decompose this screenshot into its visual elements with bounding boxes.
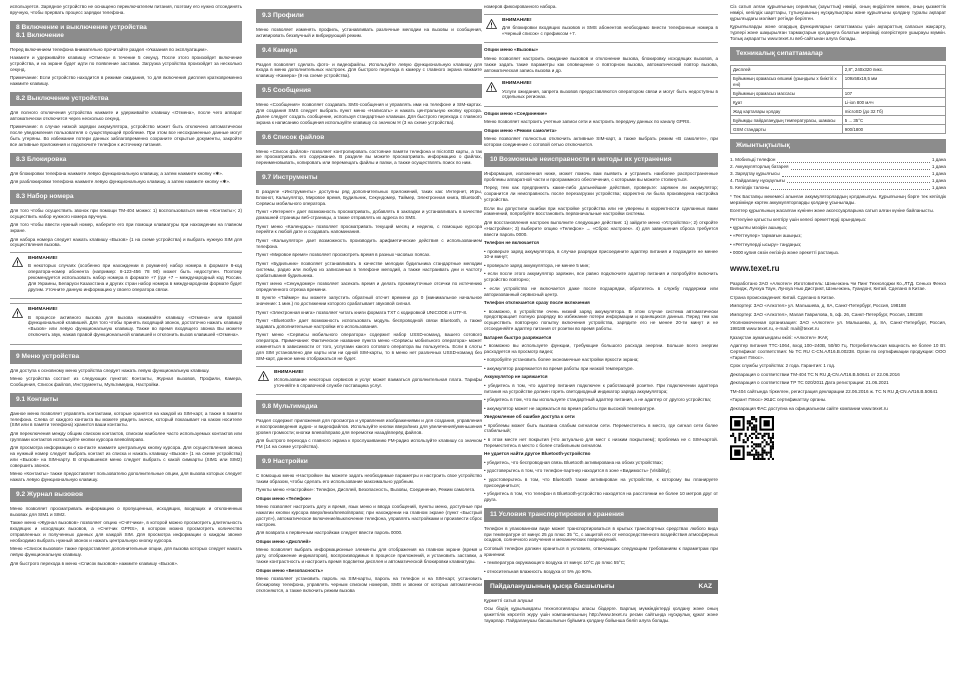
paragraph: Телефон в упакованном виде может транспортироваться в крытых транспортных средствах любого вида при температуре от минус 25 до плюс 35 °С, с защитой его от непосредственного воздействия атмосферных осадков, солнечного излучения и механических повреждений. (484, 525, 718, 543)
subheading: Опции меню «Безопасность» (256, 567, 323, 573)
section-header-9: 9 Меню устройства (10, 350, 242, 364)
qr-code-icon (730, 416, 774, 460)
paragraph: Меню позволяет изменять профиль, устанавливать различные мелодии на вызовы и сообщения, активировать беззвучный и вибрирующий режим. (256, 26, 482, 38)
tech-spec-row (731, 65, 946, 74)
tech-spec-value: microSD (до 32 Гб) (842, 107, 945, 116)
paragraph: Перед включением телефона внимательно прочитайте раздел «Указания по эксплуатации». (10, 46, 208, 52)
bullet: • құрылғы мәзірін ашыңыз; (730, 225, 787, 231)
section-header-10: 10 Возможные неисправности и методы их устранения (484, 153, 718, 167)
warning-text: В некоторых случаях (особенно при нахождении в роуминге) набор номера в формате 8-код оператора-номер абонента (например: 8-123-456 78 90) может быть недоступен. Поэтому рекомендуется использовать набор номера в формате +7 (где +7 – международный код России. Для Украины, Беларуси Казахстана и других стран набор номера в международном формате будет другим. Уточните данную информацию у своего оператора связи. (28, 263, 242, 292)
subheading: Опции меню «Телефон» (256, 495, 312, 501)
tech-specs-table (730, 65, 946, 135)
importer-info: Импортер: ЗАО «Алкотел», Малая Гаврилова, 5, оф. 26, Санкт-Петербург, Россия, 198188 (730, 311, 923, 317)
paragraph: Для быстрого перехода в меню «Список вызовов» нажмите клавишу «Вызов». (10, 560, 179, 566)
section-header-9-9: 9.9 Настройки (256, 455, 482, 469)
website-url[interactable]: www.texet.ru (730, 264, 780, 274)
paragraph: Пункт «Калькулятор» дает возможность производить арифметические действия с использованием телефона. (256, 237, 482, 249)
note: * Тек Бастапқы мекемесі алынған аккумуляторлардың қолданылуы. Құрылғының бәрге тек кепілдік мерзімінде кәртек аккумуляторларды қолдану ұсынылады. (730, 193, 946, 205)
paragraph: Пункты меню «Настройки»: Телефон, Дисплей, Безопасность, Вызовы, Соединение, Режим самолета. (256, 487, 476, 493)
subheading: Опции меню «Дисплей» (256, 538, 311, 544)
section-header-9-6: 9.6 Список файлов (256, 131, 482, 145)
section-header-kaz: Пайдаланушының қысқа басшылығы KAZ (484, 580, 718, 594)
bullet: • «Реттеулерді ысыру» таңдаңыз; (730, 241, 802, 247)
kit-item (730, 164, 946, 171)
leader-dots (777, 157, 929, 163)
warning-triangle-icon (258, 371, 269, 381)
tech-spec-label: Бұйымның орамасыз массасы (731, 89, 843, 98)
paragraph: Пункт меню «Секундомер» позволяет засекать время и делать промежуточные отсечки по истечению определенного отрезка времени. (256, 280, 482, 292)
paragraph: Пункт «Bluetooth» дает возможность использовать модуль беспроводной связи Bluetooth, а также задавать дополнительные настройки его использования. (256, 318, 482, 329)
kit-item-label: 2. Аккумуляторлық батарея (730, 164, 789, 170)
manufacturer-info: Разработано ЗАО «Алкотел» Изготовитель: Шэньчжэнь Чи Пинг Технолоджи Ко.,ЛТД. Сеньхэ Фенхэ Вилидж, Лунхуа Таун, Лунхуа Нью Дистрикт, Шэньчжэнь, Гуандонг, Китай. Сделано в Китае. (730, 280, 946, 292)
tech-spec-label: Бұйымның орамасыз өлшемі (ұзындығы х биіктігі х ені) (731, 74, 843, 89)
tech-spec-row (731, 107, 946, 116)
importer-info: Импортер: ЗАО «Алкотел» ул. Малышева, д. 8А, Санкт-Петербург, Россия, 198188 (730, 303, 906, 309)
subheading: Телефон не включается (484, 240, 539, 246)
paragraph: Құрылғыларды және олардың функцияларын сипаттамасы үшін ақпараттың сапасын жақсарту, түрлері және шақырылған тармақтарын қолдануға болатын мерзімді өзгерістерге ұшырауы мүмкін. Толық ақпаратты www.texet.ru веб-сайтынан алуға болады. (730, 24, 946, 41)
leader-dots (771, 185, 930, 191)
bullet: • если устройство не включается даже после подзарядки, обратитесь в службу поддержки или авторизованный сервисный центр. (484, 285, 718, 297)
paragraph: Меню позволяет полностью отключить активные SIM-карт, а также выбрать режим «В самолете», при котором соединение с сотовой сетью отключается. (484, 136, 718, 148)
paragraph: Данное меню позволяет управлять контактами, которые хранятся на каждой из SIM-карт, а также в памяти телефона. Слева от каждого контакта вы можете увидеть значок, который показывает на каком носителе (SIM или в памяти телефона) хранится ваши контакты. (10, 410, 242, 428)
tech-spec-row (731, 89, 946, 98)
kit-item (730, 185, 946, 192)
warning-triangle-icon (486, 82, 497, 92)
warning-box (10, 252, 242, 299)
paragraph: Меню «Сообщения» позволяет создавать SMS-сообщения и управлять ими на телефоне и SIM-картах. Для создания SMS следует выбрать пункт меню «Написать» и нажать центральную кнопку курсора. Далее следует создать сообщение, используя стандартные клавиши. Для быстрого перехода с главного экрана к написанию сообщения используйте клавишу со значком ✉ (3 на схеме устройства). (256, 102, 482, 125)
paragraph: Для просмотра информации о контакте нажмите центральную кнопку курсора. Для осуществления звонка на нужный номер следует выбрать контакт из списка и нажать клавишу «Вызов» (1 на схеме устройства) или «Вызов» на SIM-карту. В открывшемся меню следует выбрать с какой симкарты (SIM1 или SIM2) совершить звонок. (10, 445, 242, 468)
kit-item-label: 3. Зарядтау құрылғысы (730, 171, 780, 177)
paragraph: Құрметті сатып алушы! (484, 597, 534, 603)
paragraph: Если вы допустили ошибки при настройке устройства или не уверены в корректности сделанных вами изменений, попробуйте восстановить первоначальные настройки системы. (484, 205, 718, 217)
bullet: • возможно, в устройстве очень низкий заряд аккумулятора. В этом случае система автоматически предотвращает полную разрядку во избежание потери информации и хранящихся данных. Перед тем как осуществить повторную попытку включения устройства, зарядите его не менее 20-ти минут и не отсоединяйте адаптер питания от розетки во время работы. (484, 308, 718, 332)
section-header-8-2: 8.2 Выключение устройства (10, 92, 242, 106)
section-header-9-5: 9.5 Сообщения (256, 84, 482, 98)
warning-title: ВНИМАНИЕ! (28, 256, 58, 262)
paragraph: Для полного отключения устройства нажмите и удерживайте клавишу «Отмена», после чего аппарат автоматически отключится через несколько секунд. (10, 109, 242, 121)
certificate-info: Адаптер питания TTC-1064, вход 100–240В, 50/60 Гц. Потребительская мощность не более 10 Вт. Сертификат соответствия: № ТС RU C-CN.АЛ16.B.00238. Орган по сертификации продукции: ООО «Гарант Плюс». (730, 343, 946, 360)
bullet: • проблемы может быть вызвана слабым сигналом сети. Переместитесь в место, где сигнал сети более стабильный; (484, 422, 718, 434)
kit-list (730, 157, 946, 191)
declaration-info: «Гарант Плюс» ЖШС сертификаттау органы. (730, 397, 827, 403)
paragraph: Нажмите и удерживайте клавишу «Отмена» в течение 5 секунд. После этого произойдет включение устройства, и на экране будет идти по появление заставки. Загрузка устройства произойдет за несколько секунд. (10, 55, 242, 72)
tech-spec-value: 900/1800 (842, 125, 945, 134)
paragraph: Для того чтобы осуществить звонок при помощи TM-404 можно: 1) воспользоваться меню «Контакты»; 2) осуществить набор нужного номера вручную. (10, 207, 242, 219)
section-header-9-7: 9.7 Инструменты (256, 171, 482, 185)
warning-title: ВНИМАНИЕ! (502, 81, 532, 87)
kit-item-qty: 1 дана (931, 184, 946, 190)
paragraph: номеров фиксированного набора. (484, 4, 557, 9)
warning-title: ВНИМАНИЕ! (274, 369, 304, 375)
kit-item (730, 171, 946, 178)
tech-spec-row (731, 125, 946, 134)
paragraph: Раздел содержит приложения для просмотра и управления изображениями и для создания, управления и воспроизведения аудио- и видеофайлов. Используйте кнопки вверх/вниз для увеличения/уменьшения уровня громкости; кнопки влево/вправо для перемотки назад/вперёд файлов. (256, 418, 482, 435)
leader-dots (782, 171, 930, 177)
warning-triangle-icon (12, 308, 23, 318)
warning-title: ВНИМАНИЕ! (502, 17, 532, 23)
warning-triangle-icon (486, 19, 497, 29)
kit-item-qty: 1 дана (931, 177, 946, 183)
tech-spec-label: Дисплей (731, 65, 843, 74)
tech-spec-row (731, 98, 946, 107)
tech-spec-label: Бұйымды пайдаланудың температурасы, шамасы (731, 116, 843, 125)
warning-title: ВНИМАНИЕ! (28, 307, 58, 313)
section-header-tech-specs: Техникалық сипаттамалар (730, 47, 946, 61)
paragraph: Меню позволяет просматривать информацию о пропущенных, исходящих, входящих и отклоненных вызовах для SIM1 и SIM2. (10, 506, 242, 517)
paragraph: В пункте «Таймер» вы можете запустить обратный отсчет времени до 0 (минимальное начальное значение: 1 мин.) по достижении которого срабатывает звуковой сигнал. (256, 295, 482, 307)
kit-item-qty: 1 дана (931, 164, 946, 170)
service-life-info: Срок службы устройства: 2 года. Гарантия: 1 год. (730, 363, 836, 369)
column-1 (10, 4, 242, 671)
paragraph: Для разблокировки телефона нажмите левую функциональную клавишу, а затем нажмите кнопку «✱». (10, 179, 231, 185)
paragraph: С помощью меню «Настройки» вы можете задать необходимые параметры и настроить свое устройство таким образом, чтобы сделать его использование максимально удобным. (256, 473, 482, 484)
paragraph: Пункт «Мировое время» позволяет просмотреть время в разных часовых поясах. (256, 252, 431, 258)
paragraph: Меню устройства состоит из следующих пунктов: Контакты, Журнал вызовов, Профили, Камера, Сообщения, Список файлов, Инструменты, Мультимедиа, Настройки. (10, 376, 242, 387)
paragraph: Для блокировки телефона нажмите левую функциональную клавишу, а затем нажмите кнопку «✱». (10, 170, 224, 176)
paragraph: Для того чтобы ввести нужный номер, наберите его при помощи клавиатуры при нахождении на главном экране. (10, 222, 242, 234)
bullet: • аккумулятор разряжается во время работы при низкой температуре. (484, 365, 634, 371)
bullet: • относительная влажность воздуха от 5% до 90%. (484, 568, 593, 574)
paragraph: В разделе «Инструменты» доступны ряд дополнительных приложений, таких как: Интернет, Игры, Блокнот, Калькулятор, Мировое время, Будильник, Секундомер, Таймер, Электронная книга, Bluetooth, Сервисы мобильного оператора. (256, 189, 482, 206)
tech-spec-label: GSM стандарты (731, 125, 843, 134)
bullet: • аккумулятор может не заряжаться во время работы при высокой температуре. (484, 405, 656, 411)
paragraph: Также меню «Журнал вызовов» позволяет опцию «Счётчики», в которой можно просмотреть длительность входящих и исходящих вызовов, а «Счетчик GPRS», в котором можно просмотреть количество отправленных и полученных данных для каждой SIM. Для просмотра информации о каждом звонке необходимо выбрать нужный звонок и нажать центральную кнопку курсора. (10, 520, 242, 543)
column-2 (256, 4, 482, 671)
paragraph: Меню позволяет настроить дату и время, язык меню и ввода сообщений, пункты меню, доступные при нажатии кнопки курсора вверх/вниз/влево/вправо; при нахождении на главном экране (пункт «Быстрый доступ»), автоматическое включение/выключение телефона, управлять настройками и произвести сброс настроек. (256, 504, 482, 527)
kit-item-qty: 1 дана (931, 157, 946, 163)
leader-dots (787, 178, 930, 184)
bullet: • если после этого аккумулятор заряжен, все равно подключите адаптер питания и попробуйте включить устройство повторно; (484, 271, 718, 283)
paragraph: Меню «Контакты» также предоставляет пользователю дополнительные опции, для вызова которых следует нажать левую функциональную клавишу. (10, 471, 242, 483)
paragraph: Есептер құрылғының жасалған күнінен және аксессуарларына сатып алған күніне байланысты. (730, 208, 935, 214)
bullet: • проверьте заряд аккумулятора, в случае разрядки присоедините адаптер питания и подождите не менее 10-и минут; (484, 248, 718, 260)
paragraph: Для набора номера следует нажать клавишу «Вызов» (1 на схеме устройства) и выбрать нужную SIM для осуществления вызова. (10, 236, 242, 248)
section-header-8-3: 8.3 Блокировка (10, 153, 242, 167)
tech-spec-value: Li-ion 800 мАч (842, 98, 945, 107)
kit-item-label: 1. Мобильді телефон (730, 157, 776, 163)
paragraph: Для доступа к основному меню устройства следует нажать левую функциональную клавишу. (10, 367, 210, 373)
bullet: • проверьте заряд аккумулятора, не менее 5 мин; (484, 262, 590, 268)
paragraph: Осы біздің құрылымдағы технологиялары апасы біздерге. Барлық мүмкіндіктерді қолдану және оның қажеттілік көрсетіп жүру үшін компаниясының http://www.texet.ru ресми сайтында нұсқаулық құжат және тауарлар. Пайдаланушы басшылығын бұйымға қолдану бойынша бөліп алуға болады. (484, 605, 718, 623)
paragraph: Меню позволяет настроить учетные записи сети и настроить передачу данных по каналу GPRS. (484, 119, 691, 125)
leader-dots (791, 164, 930, 170)
bullet: • убедитесь, что беспроводная связь Bluetooth активирована на обоих устройствах; (484, 459, 663, 465)
kit-item-label: 5. Кепілдік талоны (730, 184, 770, 190)
paragraph: Сотовый телефон должен храниться в условиях, отвечающих следующим требованиям к параметрам при хранении: (484, 545, 718, 557)
representative-info: Уполномоченная организация: ЗАО «Алкотел» ул. Малышева, д. 8А, Санкт-Петербург, Россия, 198188 www.texet.ru, e-mail: mail@texet.ru (730, 320, 946, 332)
declaration-info: Декларация о соответствии ТР ТС 020/2011 Дата регистрации: 21.06.2021 (730, 380, 889, 386)
paragraph: Пункт меню «Сервисы мобильного оператора» содержит набор USSD-команд, вашего сотового оператора. Примечание: Фактическое название пункта меню «Сервисы мобильного оператора» может изменяться в зависимости от того, услугами какого сотового оператора вы пользуетесь. Если в слоты для SIM установлено две карты или ни одной SIM-карты, то в меню нет различных USSD-команд без SIM-карт, данное меню отображаться не будет. (256, 332, 482, 361)
warning-box (256, 366, 482, 395)
tech-spec-label: Құат (731, 98, 843, 107)
declaration-info: TM-404 сайтында тіркелген, регистрация декларации 22.06.2016 ж. ТС N RU Д-CN.АЛ16.B.50641 (730, 388, 938, 394)
bullet: • в этом месте нет покрытия (что актуально для мест с низким покрытием); проблема не с SIM-картой. Переместитесь в место с более стабильным сигналом. (484, 436, 718, 448)
paragraph: Меню позволяет выбрать информационные элементы для отображения на главном экране (время и дату, отображение индикаторов), воспроизводимых в процессе приложений, и установить заставки, а также контрастность и настроить время подсветки дисплея и автоматической блокировки клавиатуры. (256, 547, 482, 565)
paragraph: используется. Зарядное устройство не оснащено переключателем питания, поэтому его нужно отсоединять вручную, чтобы прервать процесс зарядки телефона. (10, 4, 242, 15)
tech-spec-value: 107 (842, 89, 945, 98)
paragraph: Меню «Список вызовов» также предоставляет дополнительные опции, для вызова которых следует нажать левую функциональную клавишу. (10, 546, 242, 558)
warning-box (484, 14, 718, 43)
paragraph: Для восстановления настроек выполните следующие действия: 1) зайдите меню «Устройство»; 2) откройте «Настройки»; 3) выберите опцию «Телефон» → «Сброс настроек». 4) для завершения сброса требуется ввести пароль 0000. (484, 219, 718, 237)
warning-text: В процессе активного вызова для вызова нажимайте клавишу «Отмена» или правой функциональной клавишей. Для того чтобы принять входящий звонок, достаточно нажать клавишу «Вызов» или левую функциональную клавишу. Также во время входящего звонка Вы можете отключить звук, нажав правой функциональной клавишей и отклонить вызов клавишей «Отмена». (28, 314, 242, 338)
bullet: • удостоверьтесь в том, что телефон-партнер находится в зоне «Видимость» (Visibility); (484, 468, 671, 474)
paragraph: Для быстрого перехода с главного экрана к прослушиванию FM-радио используйте клавишу со значком FM (14 на схеме устройства). (256, 438, 482, 450)
tech-spec-value: 5 ... 35°С (842, 116, 945, 125)
bullet: • попробуйте установить более экономичные настройки яркости экрана; (484, 357, 639, 363)
section-header-8: 8 Включение и выключение устройства 8.1 Включение (10, 21, 242, 43)
column-4 (730, 4, 946, 671)
bullet: • возможно вы используете функции, требующие большого расхода энергии. Больше всего энергии расходуется на просмотр видео; (484, 343, 718, 354)
kit-item (730, 157, 946, 164)
paragraph: Для переключения между общим списком контактов, списком наиболее часто используемых контактов или группами контактов используйте кнопки курсора влево/вправо. (10, 430, 242, 442)
bullet: • температура окружающего воздуха от минус 10°С до плюс 55°С; (484, 560, 626, 566)
bullet: • 0000 құпия сөзін енгізіңіз және әрекетті растаңыз. (730, 250, 840, 256)
paragraph: Пункт «Будильник» позволяет устанавливать в качестве мелодии будильника стандартные мелодии системы, радио или любую из записанных в телефоне мелодий, а также настраивать дни и частоту срабатывания будильника. (256, 260, 482, 278)
tech-spec-row (731, 116, 946, 125)
tech-spec-label: Жад карталары қолдау (731, 107, 843, 116)
declaration-info: Декларация о соответствии TM-404 ТС N RU Д-CN.АЛ16.B.50641 от 22.06.2016 (730, 371, 900, 377)
subheading: Не удается найти другое Bluetooth-устройство (484, 451, 591, 457)
paragraph: Реттелуіне қатысты кептіру үшін келесі әрекеттерді орындаңыз: (730, 216, 867, 222)
section-header-9-3: 9.3 Профили (256, 9, 482, 23)
section-header-8-4: 8.3 Набор номера (10, 190, 242, 204)
column-3 (484, 4, 718, 671)
kit-item-qty: 1 дана (931, 171, 946, 177)
origin-info: Страна происхождения: Китай. Сделано в Китае. (730, 294, 835, 300)
paragraph: Пункт «Интернет» дает возможность просматривать, добавлять в закладки и устанавливать в качестве домашней страницы веб-страницы, а также отправлять их адреса по SMS. (256, 209, 482, 221)
paragraph: Информация, изложенная ниже, может помочь вам выявить и устранить наиболее распространенные проблемы аппаратной части и программного обеспечения, с которыми вы можете столкнуться. (484, 170, 718, 182)
warning-text: Услуги ожидания, запрета вызовов предоставляются оператором связи и могут быть недоступны в отдельных регионах. (502, 88, 718, 100)
declaration-info: Декларация ФАС доступна на официальном сайте компании www.texet.ru (730, 405, 888, 411)
paragraph: Пункт «Электронная книга» позволяет читать книги формата TXT с кодировкой UNICODE и UTF-8. (256, 309, 468, 315)
paragraph: Меню позволяет настроить ожидание вызовов и отклонение вызова, блокировку исходящих вызовов, а также задать такие параметры как оповещение о повторном вызова, автоматический повтор вызова, автоматическая запись вызова и др. (484, 55, 718, 73)
section-header-9-4: 9.4 Камера (256, 44, 482, 58)
paragraph: Сіз сатып алған құрылғының сериялық (зауыттық) нөмірі, оның өндірілген мекен, оның қызметтік нөмірі, кепілдік шарттары, тұтынушының нұсқаулықтары және құрылғыны қолдану туралы ақпарат құрылғыдағы мәлімет ретінде берілген. (730, 4, 946, 21)
subheading: Телефон отключается сразу после включения (484, 300, 590, 306)
section-header-11: 11 Условия транспортировки и хранения (484, 508, 718, 522)
tech-spec-value: 2,8", 240x320 пикс. (842, 65, 945, 74)
section-header-kit: Жиынтықтылық (730, 139, 946, 153)
bullet: • убедитесь в том, что телефон в Bluetooth-устройство находятся на расстоянии не более 10 метров друг от друга. (484, 491, 718, 502)
section-header-9-2: 9.2 Журнал вызовов (10, 488, 242, 502)
subheading: Батарея быстро разряжается (484, 334, 552, 340)
section-header-9-1: 9.1 Контакты (10, 393, 242, 407)
note: Примечание: в случае низкой зарядки аккумулятора, устройство может быть отключено автоматически после уведомления пользователя о существующей проблеме. При этом все несохраненные данные могут быть утеряны. Во избежание потери данных заблаговременно сохраните открытые документы, закройте все активные приложения и подключите телефон к источнику питания. (10, 124, 242, 147)
paragraph: Перед тем как предпринять какие-либо дальнейшие действия, проверьте: заряжен ли аккумулятор; сохранится ли неисправность после перезагрузки устройства; корректно ли была произведена настройка устройства. (484, 185, 718, 203)
bullet: • удостоверьтесь в том, что Bluetooth также активирован на устройстве, к которому вы планируете присоединиться; (484, 476, 718, 488)
paragraph: Меню «Список файлов» позволяет контролировать состояние памяти телефона и microSD карты, а так же просматривать его содержание. В разделе вы можете просматривать информацию о файлах, переименовывать, копировать или перемещать файлы и папки, а также осуществлять поиск по ним. (256, 148, 482, 166)
paragraph: Меню позволяет установить пароль на SIM-карты, пароль на телефон и на SIM-карт, установить блокировку телефона, управлять черным списком номеров, SMS и звонки от которых автоматически отклоняются, а также включить режим вызова (256, 576, 482, 593)
warning-triangle-icon (12, 257, 23, 267)
paragraph: Пункт меню «Календарь» позволяет просматривать текущий месяц и неделю, с помощью курсора перейти к любой дате и создавать напоминания. (256, 223, 482, 235)
subheading: Аккумулятор не заряжается (484, 374, 548, 380)
kit-item (730, 178, 946, 185)
section-header-9-8: 9.8 Мультимедиа (256, 400, 482, 414)
tech-spec-value: 109x58x19,5 мм (842, 74, 945, 89)
subheading: Опции меню «Режим самолета» (484, 127, 557, 133)
warning-box (484, 77, 718, 106)
subheading: Уведомление об ошибке доступа к сети (484, 414, 575, 420)
subheading: Опции меню «Вызовы» (484, 47, 539, 53)
kaz-representative-info: Қазақстан аумағындағы өкілі: «Алкотел» ЖАҚ (730, 334, 828, 340)
subheading: Опции меню «Соединение» (484, 110, 548, 116)
note: Примечание: Если устройство находится в режиме ожидания, то для включения дисплея кратковременно нажмите клавишу. (10, 75, 242, 87)
warning-box (10, 303, 242, 344)
kit-item-label: 4. Пайдалану нұсқаулығы (730, 177, 785, 183)
paragraph: Раздел позволяет сделать фото- и видеофайлы. Используйте левую функциональную клавишу для входа в меню дополнительных настроек. Для быстрого перехода в камеру с главного экрана нажмите клавишу «Камера» (9 на схеме устройства). (256, 61, 482, 79)
bullet: • «Реттеулер» тармағын ашыңыз; (730, 233, 802, 239)
bullet: • убедитесь в том, что адаптер питания подключен к работающей розетке. При подключении адаптера питания на устройстве должен гореть светодиодный индикатор заряда аккумулятора; (484, 382, 718, 394)
tech-spec-row (731, 74, 946, 89)
warning-text: Для блокировки входящих вызовов и SMS абонентов необходимо внести телефонные номера в «Черный список» с префиксом +7. (502, 25, 718, 36)
bullet: • убедитесь в том, что вы используете стандартный адаптер питания, а не адаптер от другого устройства; (484, 397, 712, 403)
warning-text: Использование некоторых сервисов и услуг может взиматься дополнительная плата. Тарифы уточняйте в справочной службе поставщика услуг. (274, 376, 482, 388)
paragraph: Для возврата к первичным настройкам следует ввести пароль 0000. (256, 530, 403, 536)
